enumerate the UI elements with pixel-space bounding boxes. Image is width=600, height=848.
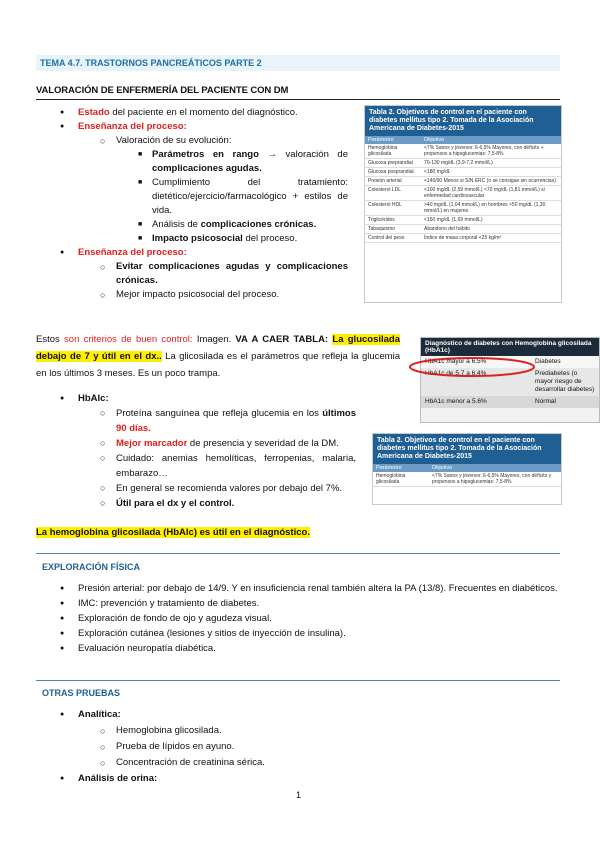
criterios-paragraph: Estos son criterios de buen control: Imagen. VA A CAER TABLA: La glucosilada debajo de 7 y útil en el dx.. La glicosilada es el parámetros que refleja la glucemia en los últimos 3 meses. Es un poco trampa. (36, 334, 401, 379)
table-cell: Tabaquismo (368, 226, 395, 232)
list-item: ● Enseñanza del proceso: (78, 120, 350, 134)
red-circle-annotation (407, 356, 537, 378)
section-rule (36, 553, 560, 554)
table-cell: Normal (535, 398, 556, 405)
topic-header: TEMA 4.7. TRASTORNOS PANCREÁTICOS PARTE 2 (36, 55, 560, 71)
table-row (365, 186, 561, 201)
table-header-cell: Parámetro (368, 137, 394, 143)
table-body (373, 472, 561, 487)
page-number: 1 (296, 790, 302, 800)
table-cell: Colesterol LDL (368, 187, 402, 193)
table-row (373, 472, 561, 487)
list-item: ○ Proteína sanguínea que refleja glucemia en los últimos 90 días. (116, 406, 356, 436)
list-item: ○ Prueba de lípidos en ayuno. (116, 739, 478, 755)
table-cell: Colesterol HDL (368, 202, 402, 208)
table-cell: Hemoglobina glicosilada (376, 473, 406, 485)
table-cell: Presión arterial (368, 178, 402, 184)
table-cell: <7% Sanos y jóvenes: 6-6,5% Mayores, con déficits y propensos a hipoglucemias: 7,5-8% (432, 473, 552, 485)
table-row (421, 396, 599, 408)
table-row (365, 201, 561, 216)
table-row (365, 177, 561, 186)
list-item: ■ Análisis de complicaciones crónicas. (152, 218, 348, 232)
table-cell: Glucosa posprandial (368, 169, 414, 175)
list-item: ● Análisis de orina: (78, 771, 478, 787)
hba1c-note: La hemoglobina glicosilada (HbAlc) es útil en el diagnóstico. (36, 527, 310, 538)
table-cell: Abandono del hábito (424, 226, 470, 232)
list-item: ○ Evitar complicaciones agudas y complicaciones crónicas. (116, 260, 348, 288)
table-row (365, 216, 561, 225)
list-item: ○ En general se recomienda valores por debajo del 7%. (116, 481, 356, 496)
table-cell: 70-130 mg/dL (3,9-7,2 mmol/L) (424, 160, 493, 166)
table-cell: <100 mg/dL (2,59 mmol/L) <70 mg/dL (1,81 mmol/L) si enfermedad cardiovascular (424, 187, 545, 199)
otras-title: OTRAS PRUEBAS (42, 688, 121, 698)
table-cell: Prediabetes (o mayor riesgo de desarrollar diabetes) (535, 370, 595, 393)
list-item: ○ Valoración de su evolución: (116, 134, 350, 148)
list-item: ● Analítica: (78, 707, 478, 723)
table-row (365, 225, 561, 234)
table-cell: Diabetes (535, 358, 561, 365)
list-item: ○ Hemoglobina glicosilada. (116, 723, 478, 739)
table-header-cell: Objetivo (432, 465, 453, 471)
table-header-cell: Objetivo (424, 137, 445, 143)
table-cell: >40 mg/dL (1,04 mmol/L) en hombres >50 mg/dL (1,30 mmol/L) en mujeres (424, 202, 546, 214)
section-rule (36, 680, 560, 681)
table-body (365, 144, 561, 243)
table-cell: <150 mg/dL (1,69 mmol/L) (424, 217, 483, 223)
exploracion-block (78, 581, 560, 656)
otras-block (78, 707, 478, 787)
list-item: ■ Parámetros en rango → valoración de complicaciones agudas. (152, 148, 348, 176)
table-header-row (373, 464, 561, 472)
table-cell: Control del peso (368, 235, 405, 241)
list-item: ● Evaluación neuropatía diabética. (78, 641, 560, 656)
exploracion-title: EXPLORACIÓN FÍSICA (42, 562, 141, 572)
table-cell: Glucosa preprandial (368, 160, 413, 166)
table-cell: HbA1c mayor a 6.5% (425, 358, 487, 365)
section-title: VALORACIÓN DE ENFERMERÍA DEL PACIENTE CON DM (36, 85, 289, 96)
list-item: ● Presión arterial: por debajo de 14/9. Y en insuficiencia renal también altera la PA (13/8). Frecuentes en diabéticos. (78, 581, 560, 596)
control-objectives-table (364, 105, 562, 303)
hba1c-diagnosis-table (420, 337, 600, 423)
list-item: ○ Mejor impacto psicosocial del proceso. (116, 288, 348, 302)
table-title: Tabla 2. Objetivos de control en el paciente con diabetes mellitus tipo 2. Tomada de la Asociación Americana de Diabetes-2015 (365, 106, 561, 136)
table-cell: HbA1c de 5.7 a 6.4% (425, 370, 487, 377)
table-row (365, 168, 561, 177)
hba1c-block (78, 392, 358, 511)
list-item: ● Exploración de fondo de ojo y agudeza visual. (78, 611, 560, 626)
list-item: ● IMC: prevención y tratamiento de diabetes. (78, 596, 560, 611)
table-cell: HbA1c menor a 5.6% (425, 398, 487, 405)
table-row (365, 144, 561, 159)
list-item: ● Estado del paciente en el momento del diagnóstico. (78, 106, 350, 120)
table-title: Diagnóstico de diabetes con Hemoglobina glicosilada (HbA1c) (421, 338, 599, 356)
table-cell: <180 mg/dL (424, 169, 451, 175)
table-header-cell: Parámetro (376, 465, 402, 471)
list-item: ● HbAlc: (78, 392, 358, 406)
list-item: ○ Útil para el dx y el control. (116, 496, 356, 511)
section-title-rule (36, 99, 560, 100)
table-row (365, 159, 561, 168)
list-item: ○ Concentración de creatinina sérica. (116, 755, 478, 771)
table-cell: Hemoglobina glicosilada (368, 145, 398, 157)
table-cell: Triglicéridos (368, 217, 395, 223)
list-item: ● Enseñanza del proceso: (78, 246, 350, 260)
list-item: ● Exploración cutánea (lesiones y sitios de inyección de insulina). (78, 626, 560, 641)
list-item: ○ Cuidado: anemias hemolíticas, ferropenias, malaria, embarazo… (116, 451, 356, 481)
table-cell: Índice de masa corporal <25 kg/m² (424, 235, 502, 241)
list-item: ■ Cumplimiento del tratamiento: dietético/ejercicio/farmacológico + estilos de vida. (152, 176, 348, 218)
table-title: Tabla 2. Objetivos de control en el paciente con diabetes mellitus tipo 2. Tomada de la Asociación Americana de Diabetes-2015 (373, 434, 561, 464)
list-item: ■ Impacto psicosocial del proceso. (152, 232, 348, 246)
table-cell: <140/90 Menos si SIN ERC (o se consigue sin ocurrencias) (424, 178, 556, 184)
valoracion-block (78, 106, 350, 302)
table-row (365, 234, 561, 243)
table-header-row (365, 136, 561, 144)
list-item: ○ Mejor marcador de presencia y severidad de la DM. (116, 436, 356, 451)
control-objectives-table-small (372, 433, 562, 505)
table-cell: <7% Sanos y jóvenes: 6-6,5% Mayores, con déficits + propensos a hipoglucemias: 7,5-8% (424, 145, 544, 157)
